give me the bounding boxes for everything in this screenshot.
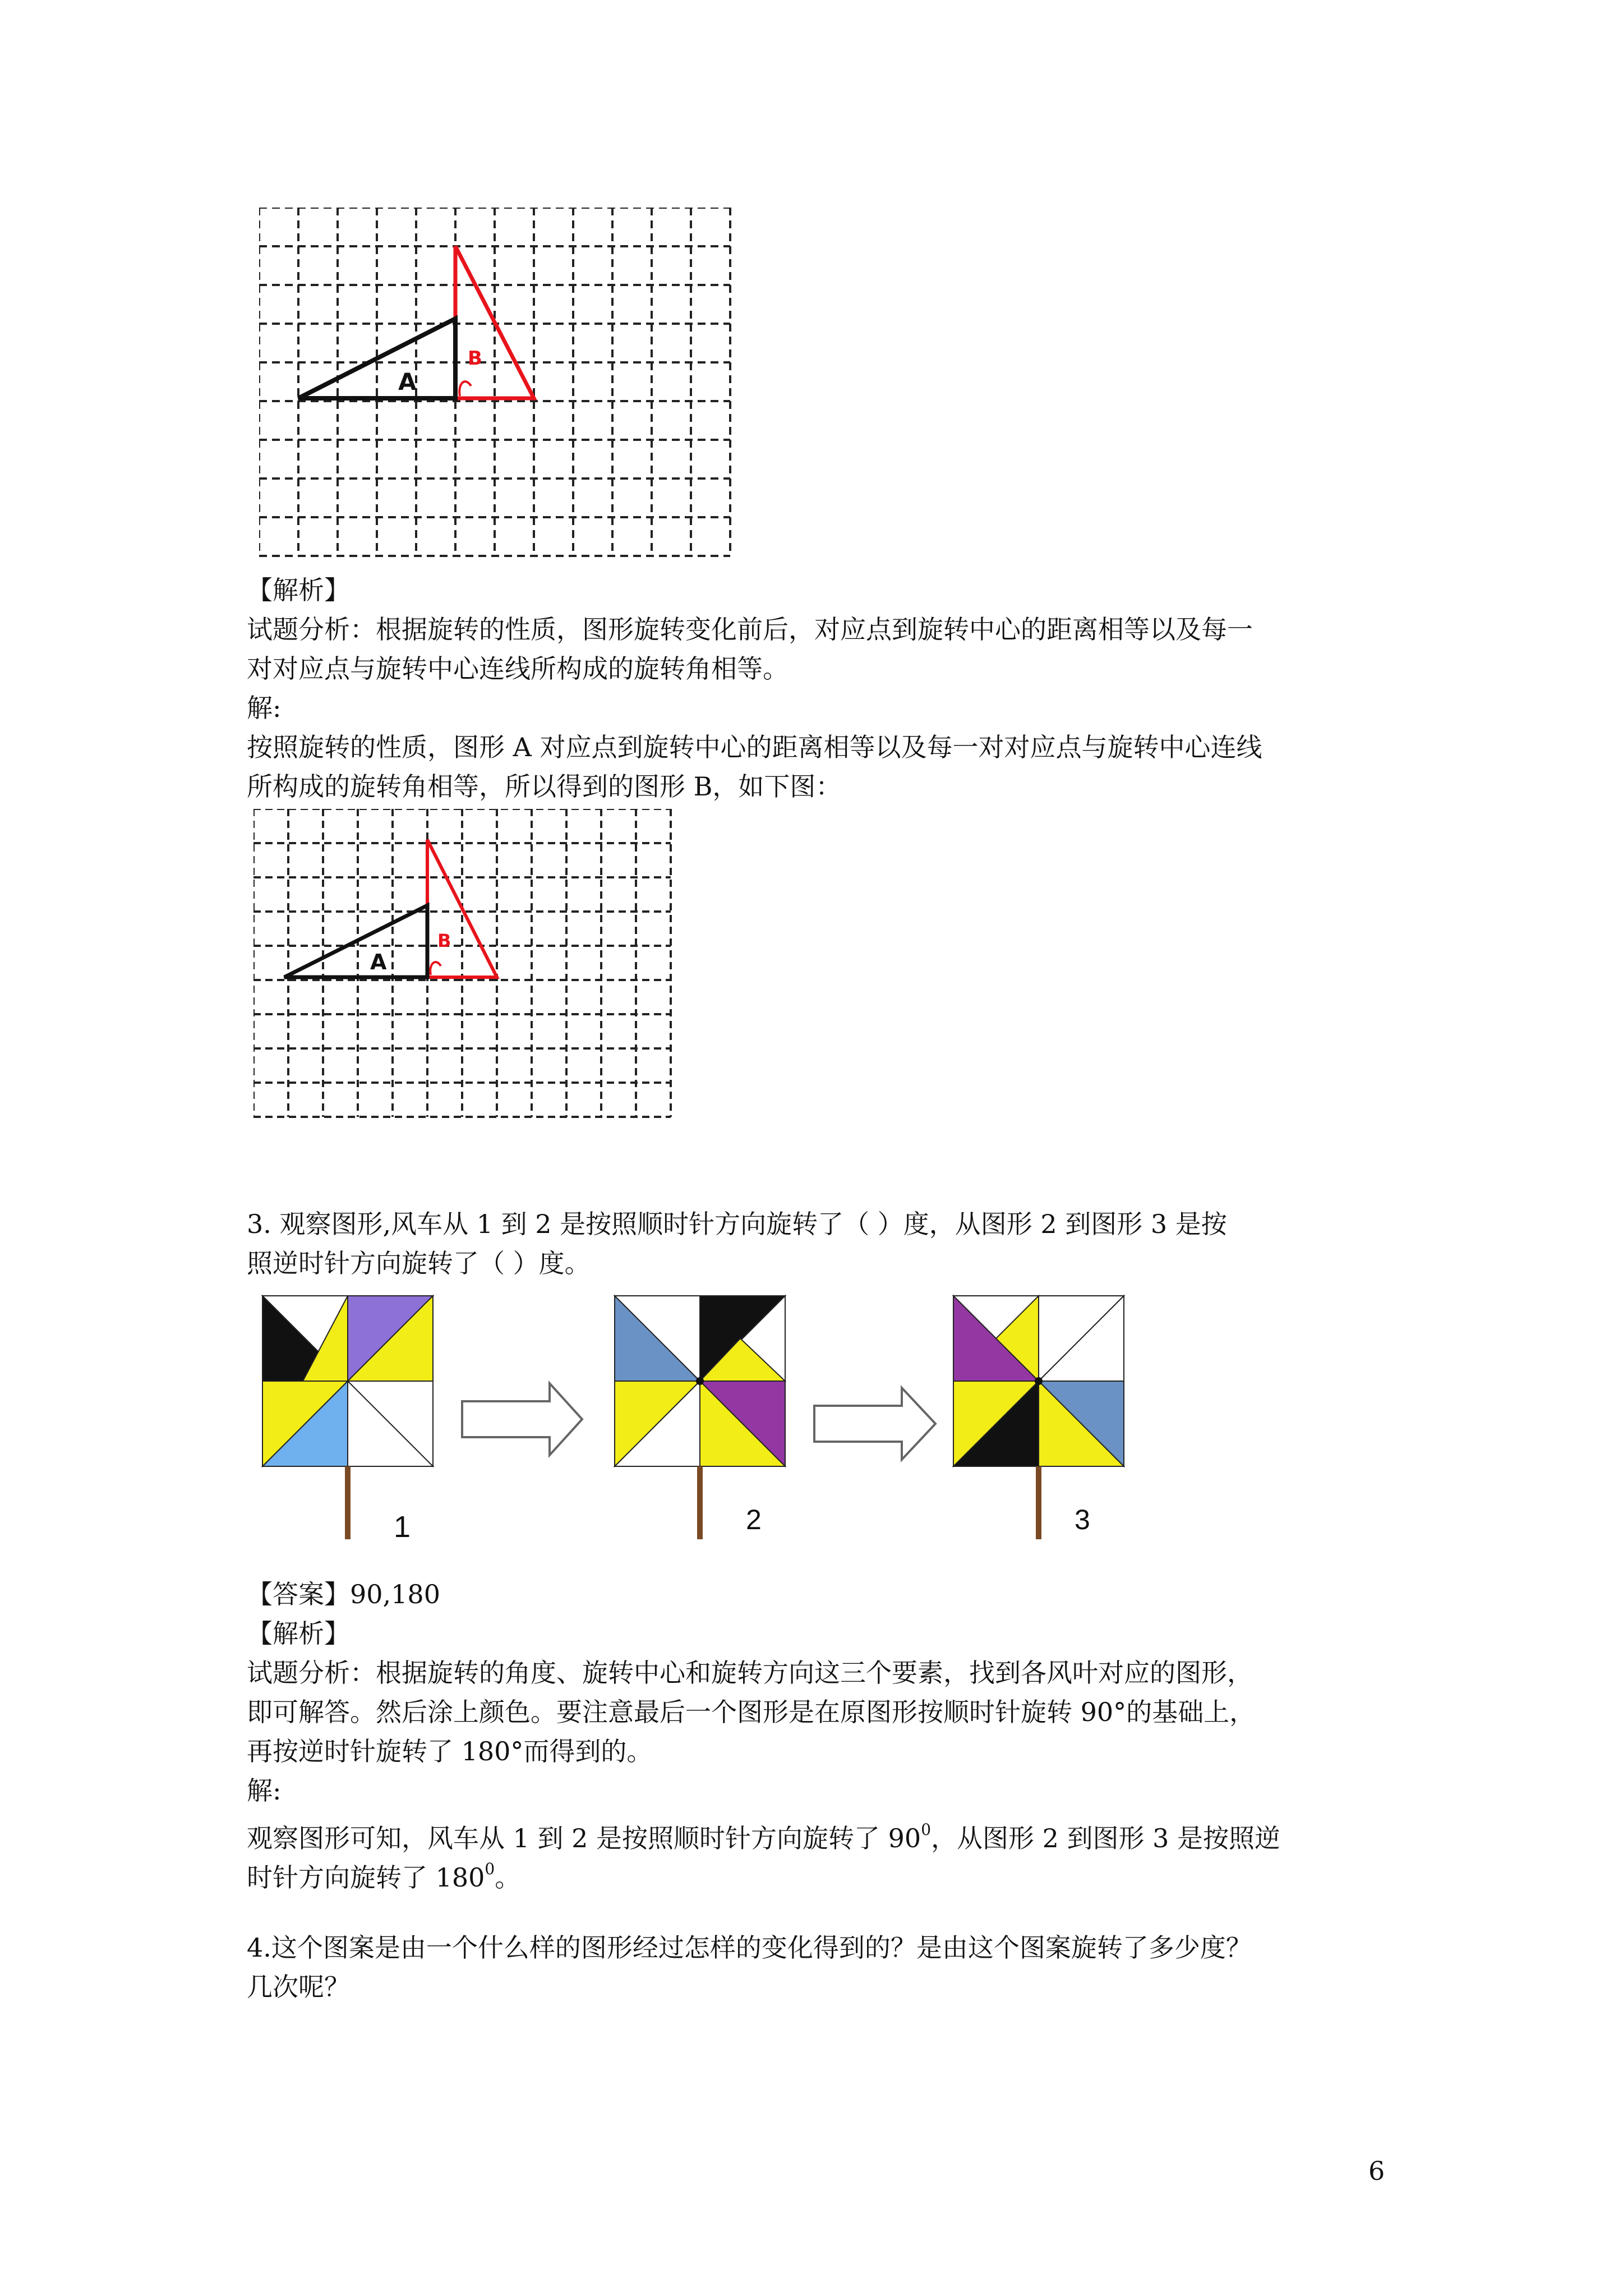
solution-3-line-2-rest: 。 [495,1862,521,1893]
analysis-line-1: 试题分析：根据旋转的性质，图形旋转变化前后，对应点到旋转中心的距离相等以及每一 [247,614,1253,645]
solution-3-line-1-rest: ，从图形 2 到图形 3 是按照逆 [931,1823,1281,1853]
superscript-degree: 0 [485,1860,495,1878]
rotation-figure-1 [259,208,734,560]
pinwheel-2-center [696,1377,704,1385]
question-3-line-2: 照逆时针方向旋转了（ ）度。 [247,1248,591,1278]
triangle-a [284,905,427,977]
solution-3-line-2 [247,1847,520,1900]
superscript-degree: 0 [921,1820,932,1839]
solution-line-1: 按照旋转的性质，图形 A 对应点到旋转中心的距离相等以及每一对对应点与旋转中心连线 [247,732,1262,762]
answer-line: 【答案】90,180 [247,1579,440,1609]
pinwheel-1 [262,1296,433,1466]
pinwheel-3-stick [1036,1466,1041,1539]
pinwheel-figure [247,1285,1166,1565]
solution-label-1: 解: [247,693,282,723]
solution-line-2: 所构成的旋转角相等，所以得到的图形 B，如下图： [247,771,842,802]
rotation-figure-2 [253,809,675,1123]
pinwheel-1-stick [345,1466,351,1539]
analysis-heading-3: 【解析】 [247,1618,350,1649]
solution-3-line-1-text: 观察图形可知，风车从 1 到 2 是按照顺时针方向旋转了 90 [247,1823,921,1853]
label-b: B [468,347,482,370]
pinwheel-2-number: 2 [746,1504,762,1535]
pinwheel-3-number: 3 [1075,1504,1090,1535]
analysis-3-line-3: 再按逆时针旋转了 180°而得到的。 [247,1736,653,1766]
pinwheel-1-number: 1 [394,1510,411,1544]
analysis-3-line-2: 即可解答。然后涂上颜色。要注意最后一个图形是在原图形按顺时针旋转 90°的基础上， [247,1697,1256,1727]
right-angle-mark [459,381,471,396]
question-3-line-1: 3. 观察图形,风车从 1 到 2 是按照顺时针方向旋转了（ ）度，从图形 2 到图形 3 是按 [247,1209,1227,1239]
arrow-right-icon [462,1383,582,1455]
right-angle-mark [430,962,441,975]
arrow-right-icon [814,1388,935,1460]
analysis-3-line-1: 试题分析：根据旋转的角度、旋转中心和旋转方向这三个要素，找到各风叶对应的图形， [247,1658,1253,1688]
solution-3-line-2-text: 时针方向旋转了 180 [247,1862,485,1893]
page-number: 6 [1368,2156,1385,2186]
analysis-heading: 【解析】 [247,575,350,605]
analysis-line-2: 对对应点与旋转中心连线所构成的旋转角相等。 [247,654,789,684]
label-b: B [437,930,451,951]
solution-label-3: 解: [247,1775,282,1806]
pinwheel-2-stick [697,1466,703,1539]
question-4-line-1: 4.这个图案是由一个什么样的图形经过怎样的变化得到的？是由这个图案旋转了多少度？ [247,1932,1252,1963]
question-4-line-2: 几次呢？ [247,1972,350,2002]
label-a: A [370,950,387,974]
pinwheel-3-center [1035,1377,1043,1385]
label-a: A [398,368,417,395]
